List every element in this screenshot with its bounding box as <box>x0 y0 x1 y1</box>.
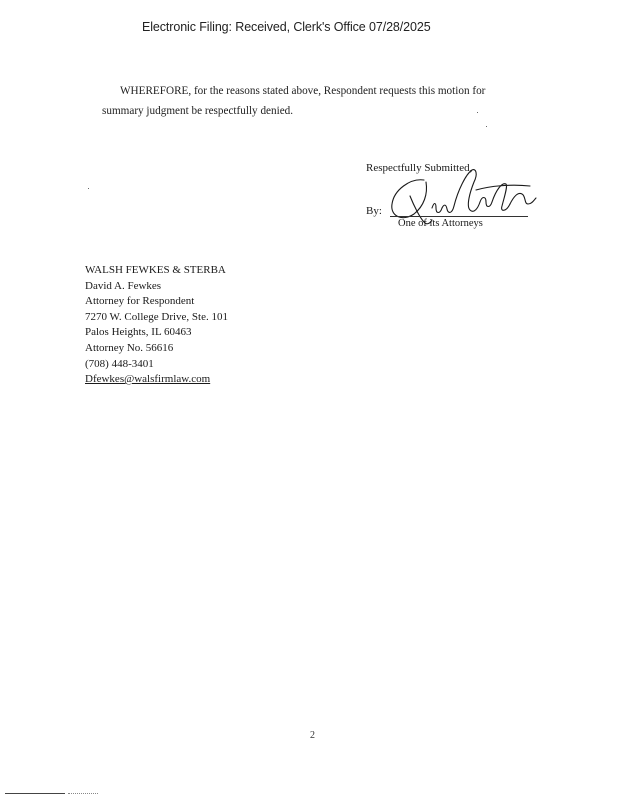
phone-number: (708) 448-3401 <box>85 357 154 370</box>
scan-speck <box>477 112 478 113</box>
page-number: 2 <box>310 730 315 741</box>
street-address: 7270 W. College Drive, Ste. 101 <box>85 310 228 323</box>
attorney-contact-block <box>85 263 228 388</box>
attorney-name: David A. Fewkes <box>85 279 162 292</box>
attorney-role: Attorney for Respondent <box>85 295 195 308</box>
city-state-zip: Palos Heights, IL 60463 <box>85 326 192 339</box>
closing-text: Respectfully Submitted, <box>366 162 473 174</box>
filing-stamp: Electronic Filing: Received, Clerk's Office 07/28/2025 <box>142 20 431 34</box>
scan-speck <box>486 126 487 127</box>
attorney-number: Attorney No. 56616 <box>85 341 174 354</box>
email-link[interactable]: Dfewkes@walsfirmlaw.com <box>85 373 211 386</box>
firm-name: WALSH FEWKES & STERBA <box>85 264 226 276</box>
footer-dotted-rule <box>68 793 98 794</box>
wherefore-paragraph-line-2: summary judgment be respectfully denied. <box>102 105 294 117</box>
scan-speck <box>88 188 89 189</box>
by-label: By: <box>366 205 382 217</box>
signer-caption: One of its Attorneys <box>398 218 483 229</box>
footer-rule <box>5 793 65 794</box>
signature-line <box>390 216 528 217</box>
wherefore-paragraph-line-1: WHEREFORE, for the reasons stated above, Respondent requests this motion for <box>120 85 486 97</box>
